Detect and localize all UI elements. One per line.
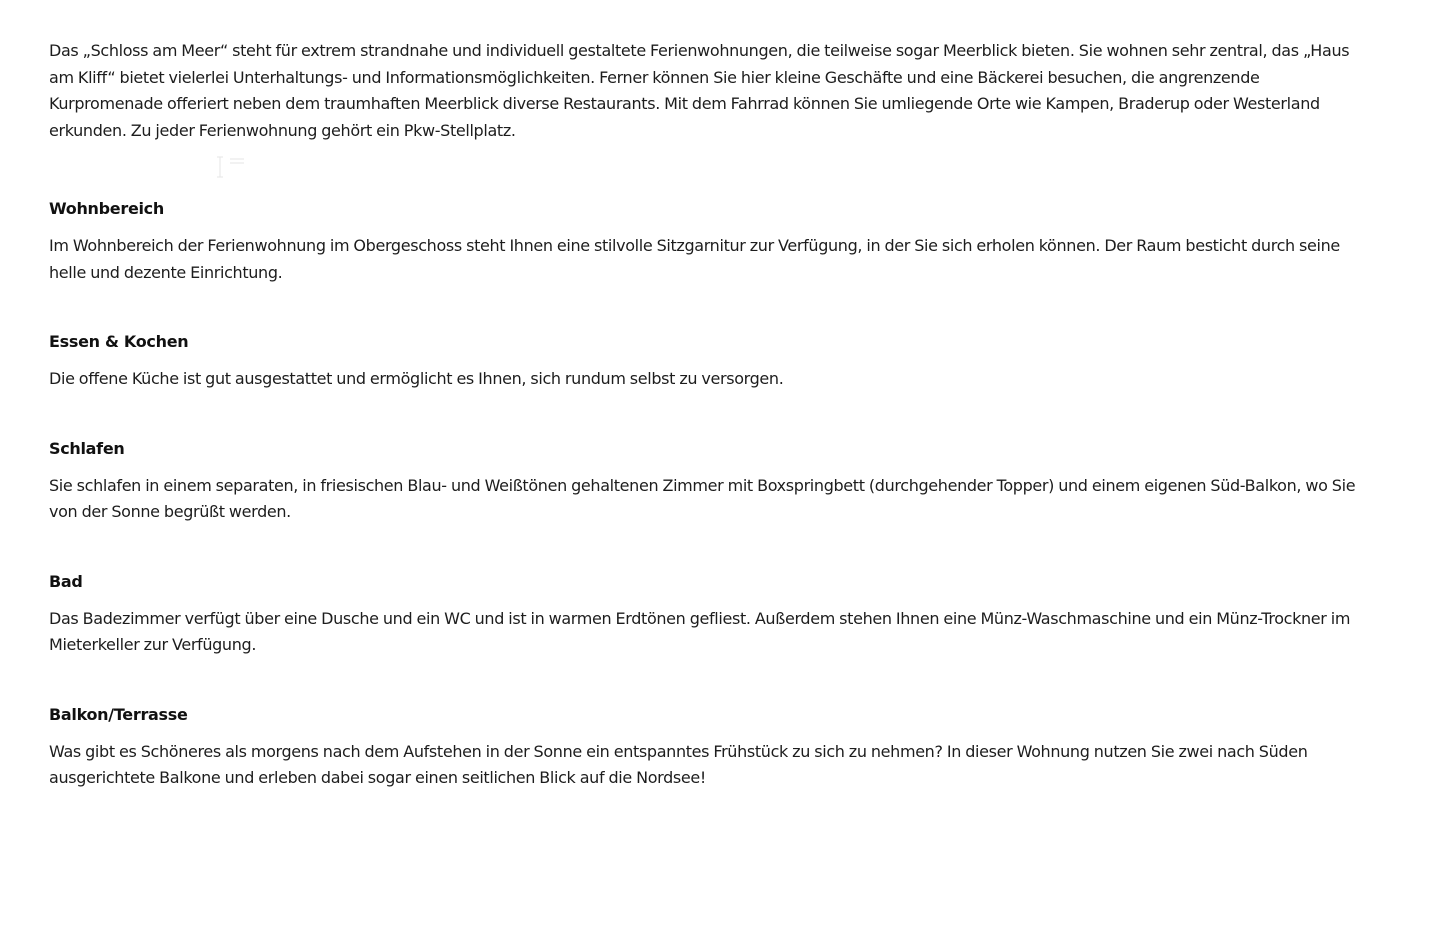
- section-heading: Bad: [49, 571, 83, 591]
- intro-paragraph: Das „Schloss am Meer“ steht für extrem strandnahe und individuell gestaltete Ferienwohnungen, die teilweise sogar Meerblick bieten. Sie wohnen sehr zentral, das „Haus am Kliff“ bietet vielerlei Unterhaltungs- und Informationsmöglichkeiten. Ferner können Sie hier kleine Geschäfte und eine Bäckerei besuchen, die angrenzende Kurpromenade offeriert neben dem traumhaften Meerblick diverse Restaurants. Mit dem Fahrrad können Sie umliegende Orte wie Kampen, Braderup oder Westerland erkunden. Zu jeder Ferienwohnung gehört ein Pkw-Stellplatz.: [49, 41, 1350, 140]
- section-heading: Balkon/Terrasse: [49, 704, 188, 724]
- text-cursor-icon: [212, 153, 248, 181]
- section-wohnbereich: [49, 198, 1359, 286]
- section-heading: Schlafen: [49, 438, 125, 458]
- section-text: Sie schlafen in einem separaten, in friesischen Blau- und Weißtönen gehaltenen Zimmer mit Boxspringbett (durchgehender Topper) und einem eigenen Süd-Balkon, wo Sie von der Sonne begrüßt werden.: [49, 475, 1356, 521]
- section-bad: [49, 571, 1359, 659]
- section-schlafen: [49, 438, 1359, 526]
- section-text: Was gibt es Schöneres als morgens nach dem Aufstehen in der Sonne ein entspanntes Frühstück zu sich zu nehmen? In dieser Wohnung nutzen Sie zwei nach Süden ausgerichtete Balkone und erleben dabei sogar einen seitlichen Blick auf die Nordsee!: [49, 741, 1308, 787]
- section-heading: Essen & Kochen: [49, 332, 189, 351]
- section-text: Im Wohnbereich der Ferienwohnung im Obergeschoss steht Ihnen eine stilvolle Sitzgarnitur zur Verfügung, in der Sie sich erholen können. Der Raum besticht durch seine helle und dezente Einrichtung.: [49, 236, 1340, 282]
- section-essen-kochen: [49, 331, 1359, 393]
- section-text: Das Badezimmer verfügt über eine Dusche und ein WC und ist in warmen Erdtönen gefliest. Außerdem stehen Ihnen eine Münz-Waschmaschine und ein Münz-Trockner im Mieterkeller zur Verfügung.: [49, 608, 1351, 654]
- section-heading: Wohnbereich: [49, 199, 164, 218]
- section-text: Die offene Küche ist gut ausgestattet und ermöglicht es Ihnen, sich rundum selbst zu versorgen.: [49, 369, 784, 388]
- section-balkon-terrasse: [49, 704, 1359, 792]
